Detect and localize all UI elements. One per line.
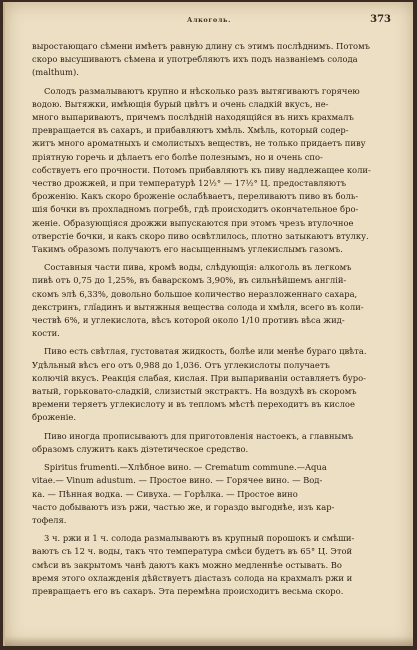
running-title: Алкоголь.	[187, 16, 231, 24]
text-line: ка. — Пѣнная водка. — Сивуха. — Горѣлка. — Простое вино	[32, 488, 298, 499]
text-line: скоро высушиваютъ сѣмена и употребляютъ ихъ подъ названіемъ солода	[32, 54, 358, 65]
text-line: житъ много ароматныхъ и смолистыхъ веществъ, не только придаетъ пиву	[32, 138, 366, 149]
text-line: много выпариваютъ, причемъ послѣдній находящійся въ нихъ крахмалъ	[32, 112, 354, 123]
body-text	[32, 40, 392, 603]
text-line: женіе. Образующіяся дрожжи выпускаются при этомъ чрезъ втулочное	[32, 217, 354, 228]
paragraph	[32, 430, 392, 456]
text-line: Составныя части пива, кромѣ воды, слѣдующія: алкоголь въ легкомъ	[44, 262, 352, 273]
text-line: превращается въ сахаръ, и прибавляютъ хмѣль. Хмѣль, который содер-	[32, 125, 349, 136]
page-edge-shadow	[5, 636, 413, 646]
text-line: пріятную горечь и дѣлаетъ его болѣе полезнымъ, но и очень спо-	[32, 151, 323, 162]
text-line: время этого охлажденія дѣйствуетъ діастазъ солода на крахмалъ ржи и	[32, 572, 353, 583]
paragraph	[32, 461, 392, 527]
text-line: чествѣ 6%, и углекислота, вѣсъ которой около 1/10 противъ вѣса жид-	[32, 315, 345, 326]
text-line: водою. Вытяжки, имѣющія бурый цвѣтъ и очень сладкій вкусъ, не-	[32, 98, 329, 109]
paragraph	[32, 532, 392, 598]
text-line: Пиво иногда прописываютъ для приготовленія настоекъ, а главнымъ	[44, 430, 354, 441]
text-line: Солодъ размалываютъ крупно и нѣсколько разъ вытягиваютъ горячею	[44, 85, 360, 96]
text-line: выростающаго сѣмени имѣетъ равную длину съ этимъ послѣднимъ. Потомъ	[32, 41, 370, 51]
paragraph	[32, 261, 392, 340]
text-line: 3 ч. ржи и 1 ч. солода размалываютъ въ крупный порошокъ и смѣши-	[44, 533, 355, 544]
text-line: колючій вкусъ. Реакція слабая, кислая. При выпариваніи оставляетъ буро-	[32, 372, 366, 383]
text-line: отверстіе бочки, и какъ скоро пиво освѣтлилось, плотно затыкаютъ втулку.	[32, 230, 369, 241]
text-line: ватый, горьковато-сладкій, слизистый экстрактъ. На воздухѣ въ скоромъ	[32, 386, 357, 397]
text-line: Spiritus frumenti.—Хлѣбное вино. — Crematum commune.—Aqua	[44, 462, 327, 473]
text-line: пивѣ отъ 0,75 до 1,25%, въ баварскомъ 3,90%, въ сильнѣйшемъ англій-	[32, 275, 347, 286]
page-number: 373	[370, 14, 391, 25]
text-line: броженію. Какъ скоро броженіе ослабѣваетъ, переливаютъ пиво въ боль-	[32, 191, 359, 202]
text-line: скомъ элѣ 6,33%, довольно большое количество неразложеннаго сахара,	[32, 288, 358, 299]
text-line: Пиво есть свѣтлая, густоватая жидкость, болѣе или менѣе бураго цвѣта.	[44, 346, 367, 357]
paragraph	[32, 40, 392, 80]
text-line: чество дрожжей, и при температурѣ 12½° — 17½° Ц. предоставляютъ	[32, 178, 347, 189]
text-line: смѣси въ закрытомъ чанѣ даютъ какъ можно медленнѣе остывать. Во	[32, 559, 342, 570]
text-line: vitae.— Vinum adustum. — Простое вино. — Горячее вино. — Вод-	[32, 475, 323, 486]
text-line: тофеля.	[32, 514, 67, 525]
paragraph	[32, 85, 392, 257]
text-line: Такимъ образомъ получаютъ его насыщеннымъ углекислымъ газомъ.	[32, 244, 343, 255]
text-line: образомъ служитъ какъ діэтетическое средство.	[32, 443, 249, 454]
text-line: шія бочки въ прохладномъ погребѣ, гдѣ происходитъ окончательное бро-	[32, 204, 359, 215]
text-line: времени теряетъ углекислоту и въ тепломъ мѣстѣ переходитъ въ кислое	[32, 399, 355, 410]
text-line: броженіе.	[32, 412, 76, 423]
text-line: Удѣльный вѣсъ его отъ 0,988 до 1,036. Отъ углекислоты получаетъ	[32, 359, 330, 370]
book-page	[3, 2, 413, 646]
text-line: ваютъ съ 12 ч. воды, такъ что температура смѣси будетъ въ 65° Ц. Этой	[32, 546, 353, 557]
paragraph	[32, 345, 392, 424]
text-line: превращаетъ его въ сахаръ. Эта перемѣна происходитъ весьма скоро.	[32, 585, 344, 596]
text-line: собствуетъ его прочности. Потомъ прибавляютъ къ пиву надлежащее коли-	[32, 164, 371, 175]
text-line: декстринъ, глïадинъ и вытяжныя вещества солода и хмѣля, всего въ коли-	[32, 301, 364, 312]
text-line: часто добываютъ изъ ржи, частью же, и гораздо выгоднѣе, изъ кар-	[32, 501, 335, 512]
page-header	[5, 14, 413, 30]
text-line: (malthum).	[32, 67, 79, 78]
text-line: кости.	[32, 328, 60, 339]
